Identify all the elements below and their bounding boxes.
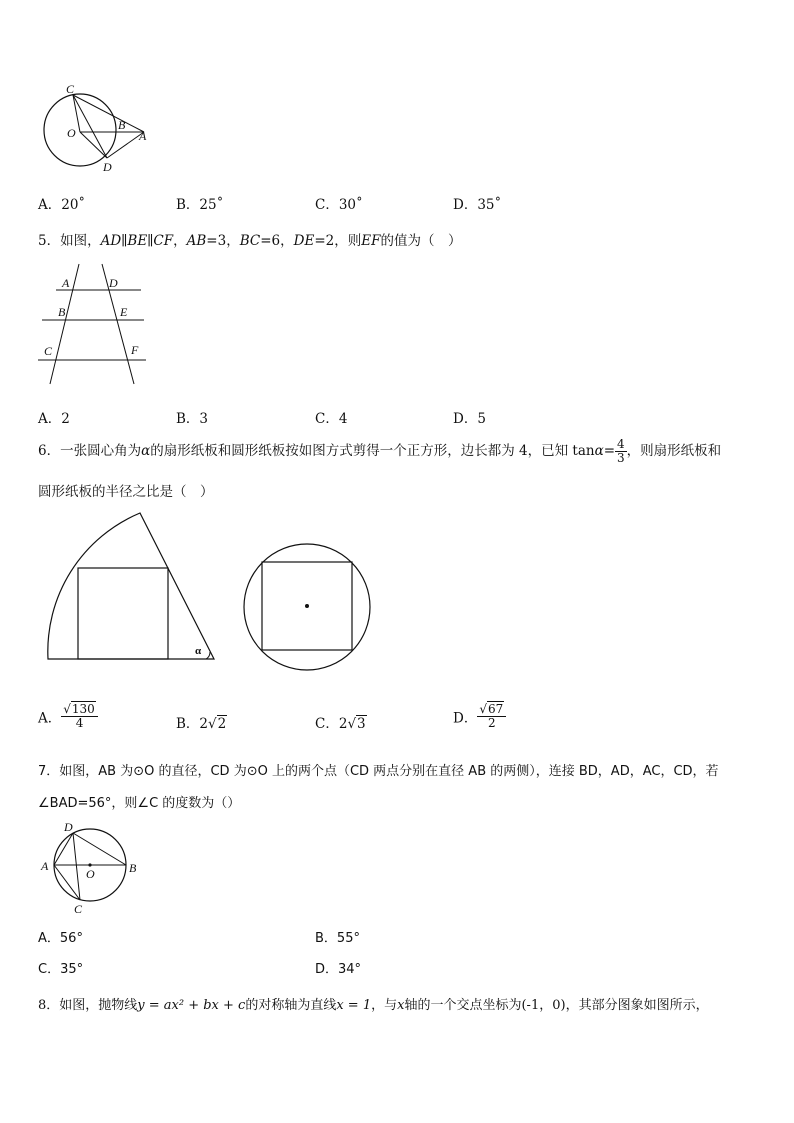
q5-bc-value: =6， (260, 233, 294, 249)
q6-alpha-2: α (594, 443, 604, 459)
q5-parallel-lines-figure (36, 262, 151, 387)
q4-option-a[interactable]: A．20˚ (38, 197, 86, 213)
q4-label-c: C (66, 82, 75, 96)
q5-ab-value: =3， (206, 233, 240, 249)
q5-option-a[interactable]: A．2 (38, 411, 70, 427)
q5-label-c: C (44, 344, 53, 358)
q7-circle-figure (38, 820, 148, 916)
q8-equation: y = ax² + bx + c (137, 998, 246, 1013)
q7-stem-line1: 7．如图，AB 为⊙O 的直径，CD 为⊙O 上的两个点（CD 两点分别在直径 AB 的两侧），连接 BD，AD，AC，CD，若 (38, 764, 719, 779)
q6-circle-figure (242, 542, 374, 674)
q7-label-o: O (86, 867, 95, 881)
q6-tan-fraction: $\frac{4}{3}$ (617, 437, 625, 465)
q4-label-a: A (139, 129, 147, 143)
q5-bc: BC (239, 233, 261, 249)
q5-label-b: B (58, 305, 66, 319)
q7-option-d[interactable]: D．34° (315, 962, 362, 977)
q5-ab: AB (186, 233, 207, 249)
q6-sector-figure (46, 510, 218, 662)
q4-label-o: O (67, 126, 76, 140)
q6-option-b[interactable]: B．2√2 (176, 716, 227, 732)
q5-de: DE (293, 233, 315, 249)
q6-option-c[interactable]: C．2√3 (315, 716, 366, 732)
q4-option-d[interactable]: D．35˚ (453, 197, 502, 213)
q6-option-a[interactable]: A． $\frac{√130}{4}$ (38, 703, 98, 730)
q5-ef: EF (361, 233, 381, 249)
q6-angle-mark (206, 652, 210, 659)
q5-option-b[interactable]: B．3 (176, 411, 209, 427)
q8-axis: x = 1 (336, 998, 372, 1013)
q8-stem: 8．如图，抛物线y = ax² + bx + c的对称轴为直线x = 1，与x轴的一个交点坐标为(-1，0)，其部分图象如图所示， (38, 998, 709, 1013)
q7-label-a: A (41, 859, 49, 873)
q5-option-c[interactable]: C．4 (315, 411, 348, 427)
q5-option-d[interactable]: D．5 (453, 411, 486, 427)
q5-transversal-right (102, 264, 134, 384)
q6-alpha: α (141, 443, 151, 459)
q7-label-d: D (64, 820, 73, 834)
q4-option-c[interactable]: C．30˚ (315, 197, 363, 213)
q4-line-ca (73, 95, 144, 132)
q4-line-od (80, 132, 107, 158)
q7-option-a[interactable]: A．56° (38, 931, 83, 946)
q7-label-c: C (74, 902, 83, 916)
q4-label-b: B (118, 118, 126, 132)
q8-xvar: x (397, 998, 405, 1013)
q5-de-value: =2，则 (314, 233, 362, 249)
q7-stem-line2: ∠BAD=56°，则∠C 的度数为（） (38, 796, 241, 811)
q7-line-cd (73, 833, 80, 900)
q7-option-c[interactable]: C．35° (38, 962, 84, 977)
q5-parallel: AD∥BE∥CF (100, 233, 174, 249)
q6-option-d[interactable]: D． $\frac{√67}{2}$ (453, 703, 506, 730)
q4-option-b[interactable]: B．25˚ (176, 197, 224, 213)
q6-sector-square (78, 568, 168, 659)
q6-sector-outline (48, 513, 214, 659)
q7-label-b: B (129, 861, 137, 875)
q8-point: (-1，0) (521, 998, 566, 1013)
q5-label-a: A (62, 276, 70, 290)
q7-line-ad (54, 833, 73, 865)
q4-circle-figure (40, 82, 160, 177)
q5-number: 5．如图， (38, 233, 101, 249)
q6-stem-line1: 6．一张圆心角为α的扇形纸板和圆形纸板按如图方式剪得一个正方形，边长都为 4，已知 tanα= $\frac{4}{3}$ ，则扇形纸板和 (38, 437, 722, 465)
q5-label-d: D (109, 276, 118, 290)
q6-sector-alpha: α (195, 645, 202, 657)
q5-label-e: E (120, 305, 128, 319)
q5-tail: 的值为（ ） (380, 233, 462, 249)
q6-stem-line2: 圆形纸板的半径之比是（ ） (38, 484, 214, 500)
q5-stem: 5．如图，AD∥BE∥CF，AB=3，BC=6，DE=2，则EF的值为（ ） (38, 233, 462, 249)
q7-line-bd (73, 833, 126, 865)
q7-option-b[interactable]: B．55° (315, 931, 360, 946)
q4-label-d: D (103, 160, 112, 174)
q4-line-cd (73, 95, 107, 158)
q5-label-f: F (131, 343, 139, 357)
q6-circle-center (305, 604, 309, 608)
